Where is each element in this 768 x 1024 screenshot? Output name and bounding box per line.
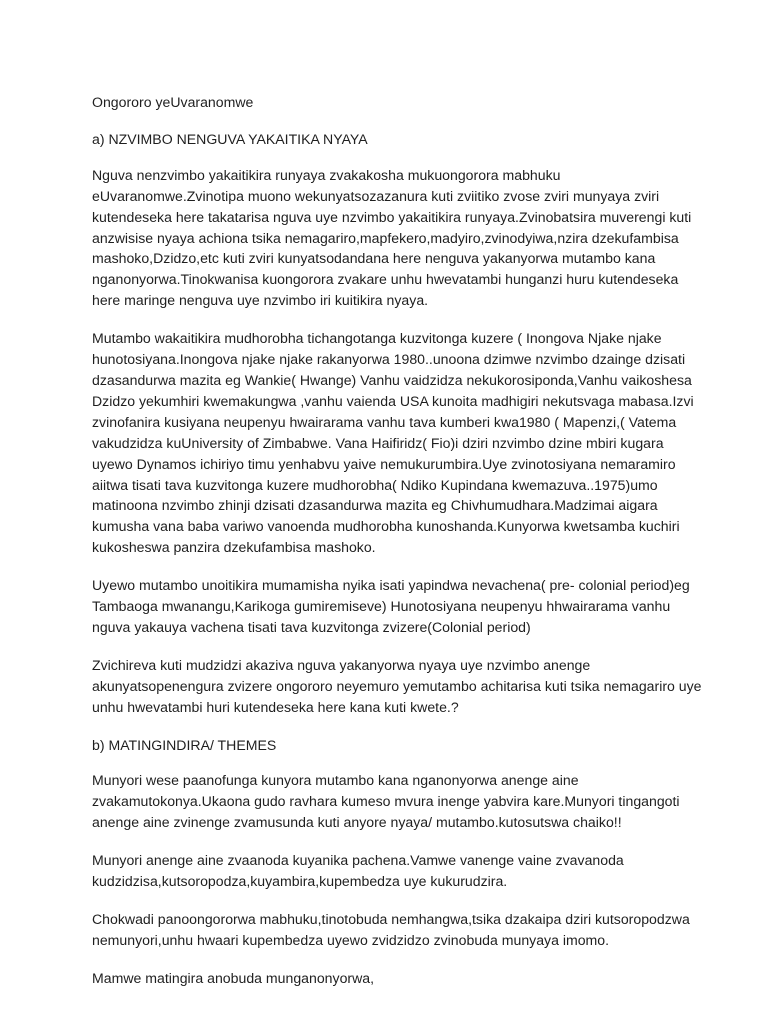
paragraph-b-3: Chokwadi panoongororwa mabhuku,tinotobuda nemhangwa,tsika dzakaipa dziri kutsoropodzwa nemunyori,unhu hwaari kupembedza uyewo zvidzidzo zvinobuda munyaya imomo. — [92, 911, 690, 948]
paragraph-a-4: Zvichireva kuti mudzidzi akaziva nguva yakanyorwa nyaya uye nzvimbo anenge akunyatsopenengura zvizere ongororo neyemuro yemutambo achitarisa kuti tsika nemagariro uye unhu hwevatambi huri kutendeseka here kana kuti kwete.? — [92, 656, 702, 715]
paragraph-a-2: Mutambo wakaitikira mudhorobha tichangotanga kuzvitonga kuzere ( Inongova Njake njake hunotosiyana.Inongova njake njake rakanyorwa 1980..unoona dzimwe nzvimbo dzainge dzisati dzasandurwa mazita eg Wankie( Hwange) Vanhu vaidzidza nekukorosiponda,Vanhu vaikoshesa Dzidzo yekumhiri kwemakungwa ,vanhu vaienda USA kunoita madhigiri nekutsvaga mabasa.Izvi zvinofanira kusiyana neupenyu hwairarama vanhu tava kumberi kwa1980 ( Mapenzi,( Vatema vakudzidza kuUniversity of Zimbabwe. Vana Haifiridz( Fio)i dziri nzvimbo dzine mbiri kugara uyewo Dynamos ichiriyo timu yenhabvu yaive nemukurumbira.Uye zvinotosiyana nemaramiro aiitwa tisati tava kuzvitonga kuzere mudhorobha( Ndiko Kupindana kwemazuva..1975)umo matinoona nzvimbo zhinji dzisati dzasandurwa mazita eg Chivhumudhara.Madzimai aigara kumusha vana baba variwo vanoenda mudhorobha kunoshanda.Kunyorwa kwetsamba kuchiri kukosheswa panzira dzekufambisa mashoko. — [92, 330, 694, 556]
paragraph-a-3: Uyewo mutambo unoitikira mumamisha nyika isati yapindwa nevachena( pre- colonial period)eg Tambaoga mwanangu,Karikoga gumiremiseve) Hunotosiyana neupenyu hhwairarama vanhu nguva yakauya vachena tisati tava kuzvitonga zvizere(Colonial period) — [92, 577, 690, 635]
paragraph-a-1: Nguva nenzvimbo yakaitikira runyaya zvakakosha mukuongorora mabhuku eUvaranomwe.Zvinotipa muono wekunyatsozazanura kuti zviitiko zvose zviri munyaya zviri kutendeseka here takatarisa nguva uye nzvimbo yakaitikira runyaya.Zvinobatsira muverengi kuti anzwisise nyaya achiona tsika nemagariro,mapfekero,madyiro,zvinodyiwa,nzira dzekufambisa mashoko,Dzidzo,etc kuti zviri kunyatsodandana here nenguva yakanyorwa mutambo kana nganonyorwa.Tinokwanisa kuongorora zvakare unhu hwevatambi hunganzi huru kutendeseka here maringe nenguva uye nzvimbo iri kuitikira nyaya. — [92, 166, 692, 309]
paragraph-b-2: Munyori anenge aine zvaanoda kuyanika pachena.Vamwe vanenge vaine zvavanoda kudzidzisa,kutsoropodza,kuyambira,kupembedza uye kukurudzira. — [92, 852, 624, 890]
section-b-heading: b) MATINGINDIRA/ THEMES — [92, 736, 277, 753]
document-title: Ongororo yeUvaranomwe — [92, 94, 254, 110]
paragraph-b-1: Munyori wese paanofunga kunyora mutambo kana nganonyorwa anenge aine zvakamutokonya.Ukaona gudo ravhara kumeso mvura inenge yabvira kare.Munyori tingangoti anenge aine zvinenge zvamusunda kuti anyore nyaya/ mutambo.kutosutswa chaiko!! — [92, 772, 680, 831]
section-a-heading: a) NZVIMBO NENGUVA YAKAITIKA NYAYA — [92, 130, 368, 147]
paragraph-b-4: Mamwe matingira anobuda munganonyorwa, — [92, 969, 375, 986]
